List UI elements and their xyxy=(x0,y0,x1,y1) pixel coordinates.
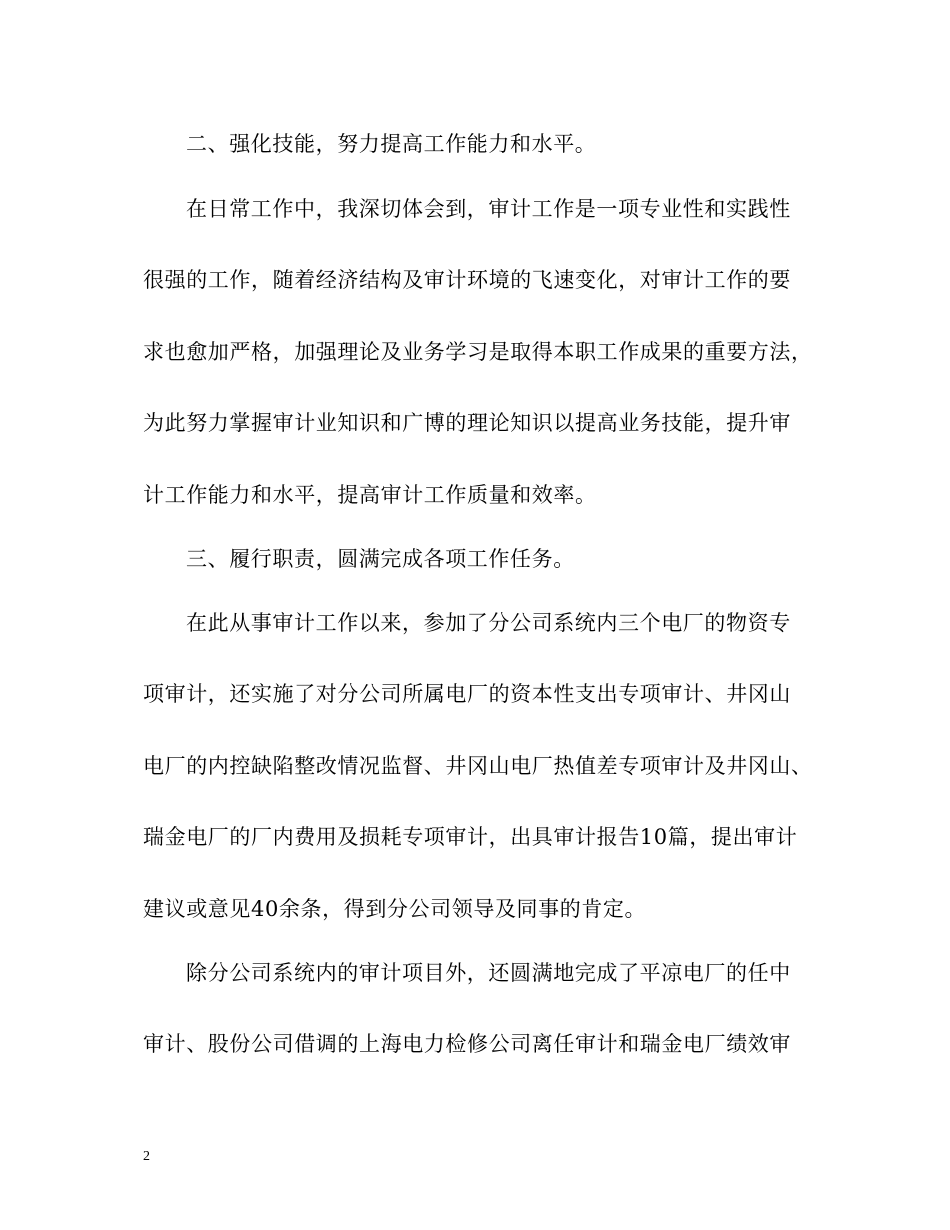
section-heading-3: 三、履行职责，圆满完成各项工作任务。 xyxy=(186,547,575,571)
paragraph-line: 计工作能力和水平，提高审计工作质量和效率。 xyxy=(143,483,597,507)
section-heading-2: 二、强化技能，努力提高工作能力和水平。 xyxy=(186,132,597,156)
paragraph-line: 很强的工作，随着经济结构及审计环境的飞速变化，对审计工作的要 xyxy=(143,268,791,292)
paragraph-line: 为此努力掌握审计业知识和广博的理论知识以提高业务技能，提升审 xyxy=(143,411,791,435)
paragraph-line: 电厂的内控缺陷整改情况监督、井冈山电厂热值差专项审计及井冈山、 xyxy=(143,754,813,778)
paragraph-line: 瑞金电厂的厂内费用及损耗专项审计，出具审计报告10篇，提出审计 xyxy=(143,825,798,849)
page-number: 2 xyxy=(143,1149,150,1164)
paragraph-line: 除分公司系统内的审计项目外，还圆满地完成了平凉电厂的任中 xyxy=(186,961,791,985)
paragraph-line: 在日常工作中，我深切体会到，审计工作是一项专业性和实践性 xyxy=(186,197,791,221)
paragraph-line: 求也愈加严格，加强理论及业务学习是取得本职工作成果的重要方法， xyxy=(143,340,813,364)
paragraph-line: 建议或意见40余条，得到分公司领导及同事的肯定。 xyxy=(143,897,647,921)
paragraph-line: 审计、股份公司借调的上海电力检修公司离任审计和瑞金电厂绩效审 xyxy=(143,1032,791,1056)
paragraph-line: 项审计，还实施了对分公司所属电厂的资本性支出专项审计、井冈山 xyxy=(143,682,791,706)
paragraph-line: 在此从事审计工作以来，参加了分公司系统内三个电厂的物资专 xyxy=(186,611,791,635)
